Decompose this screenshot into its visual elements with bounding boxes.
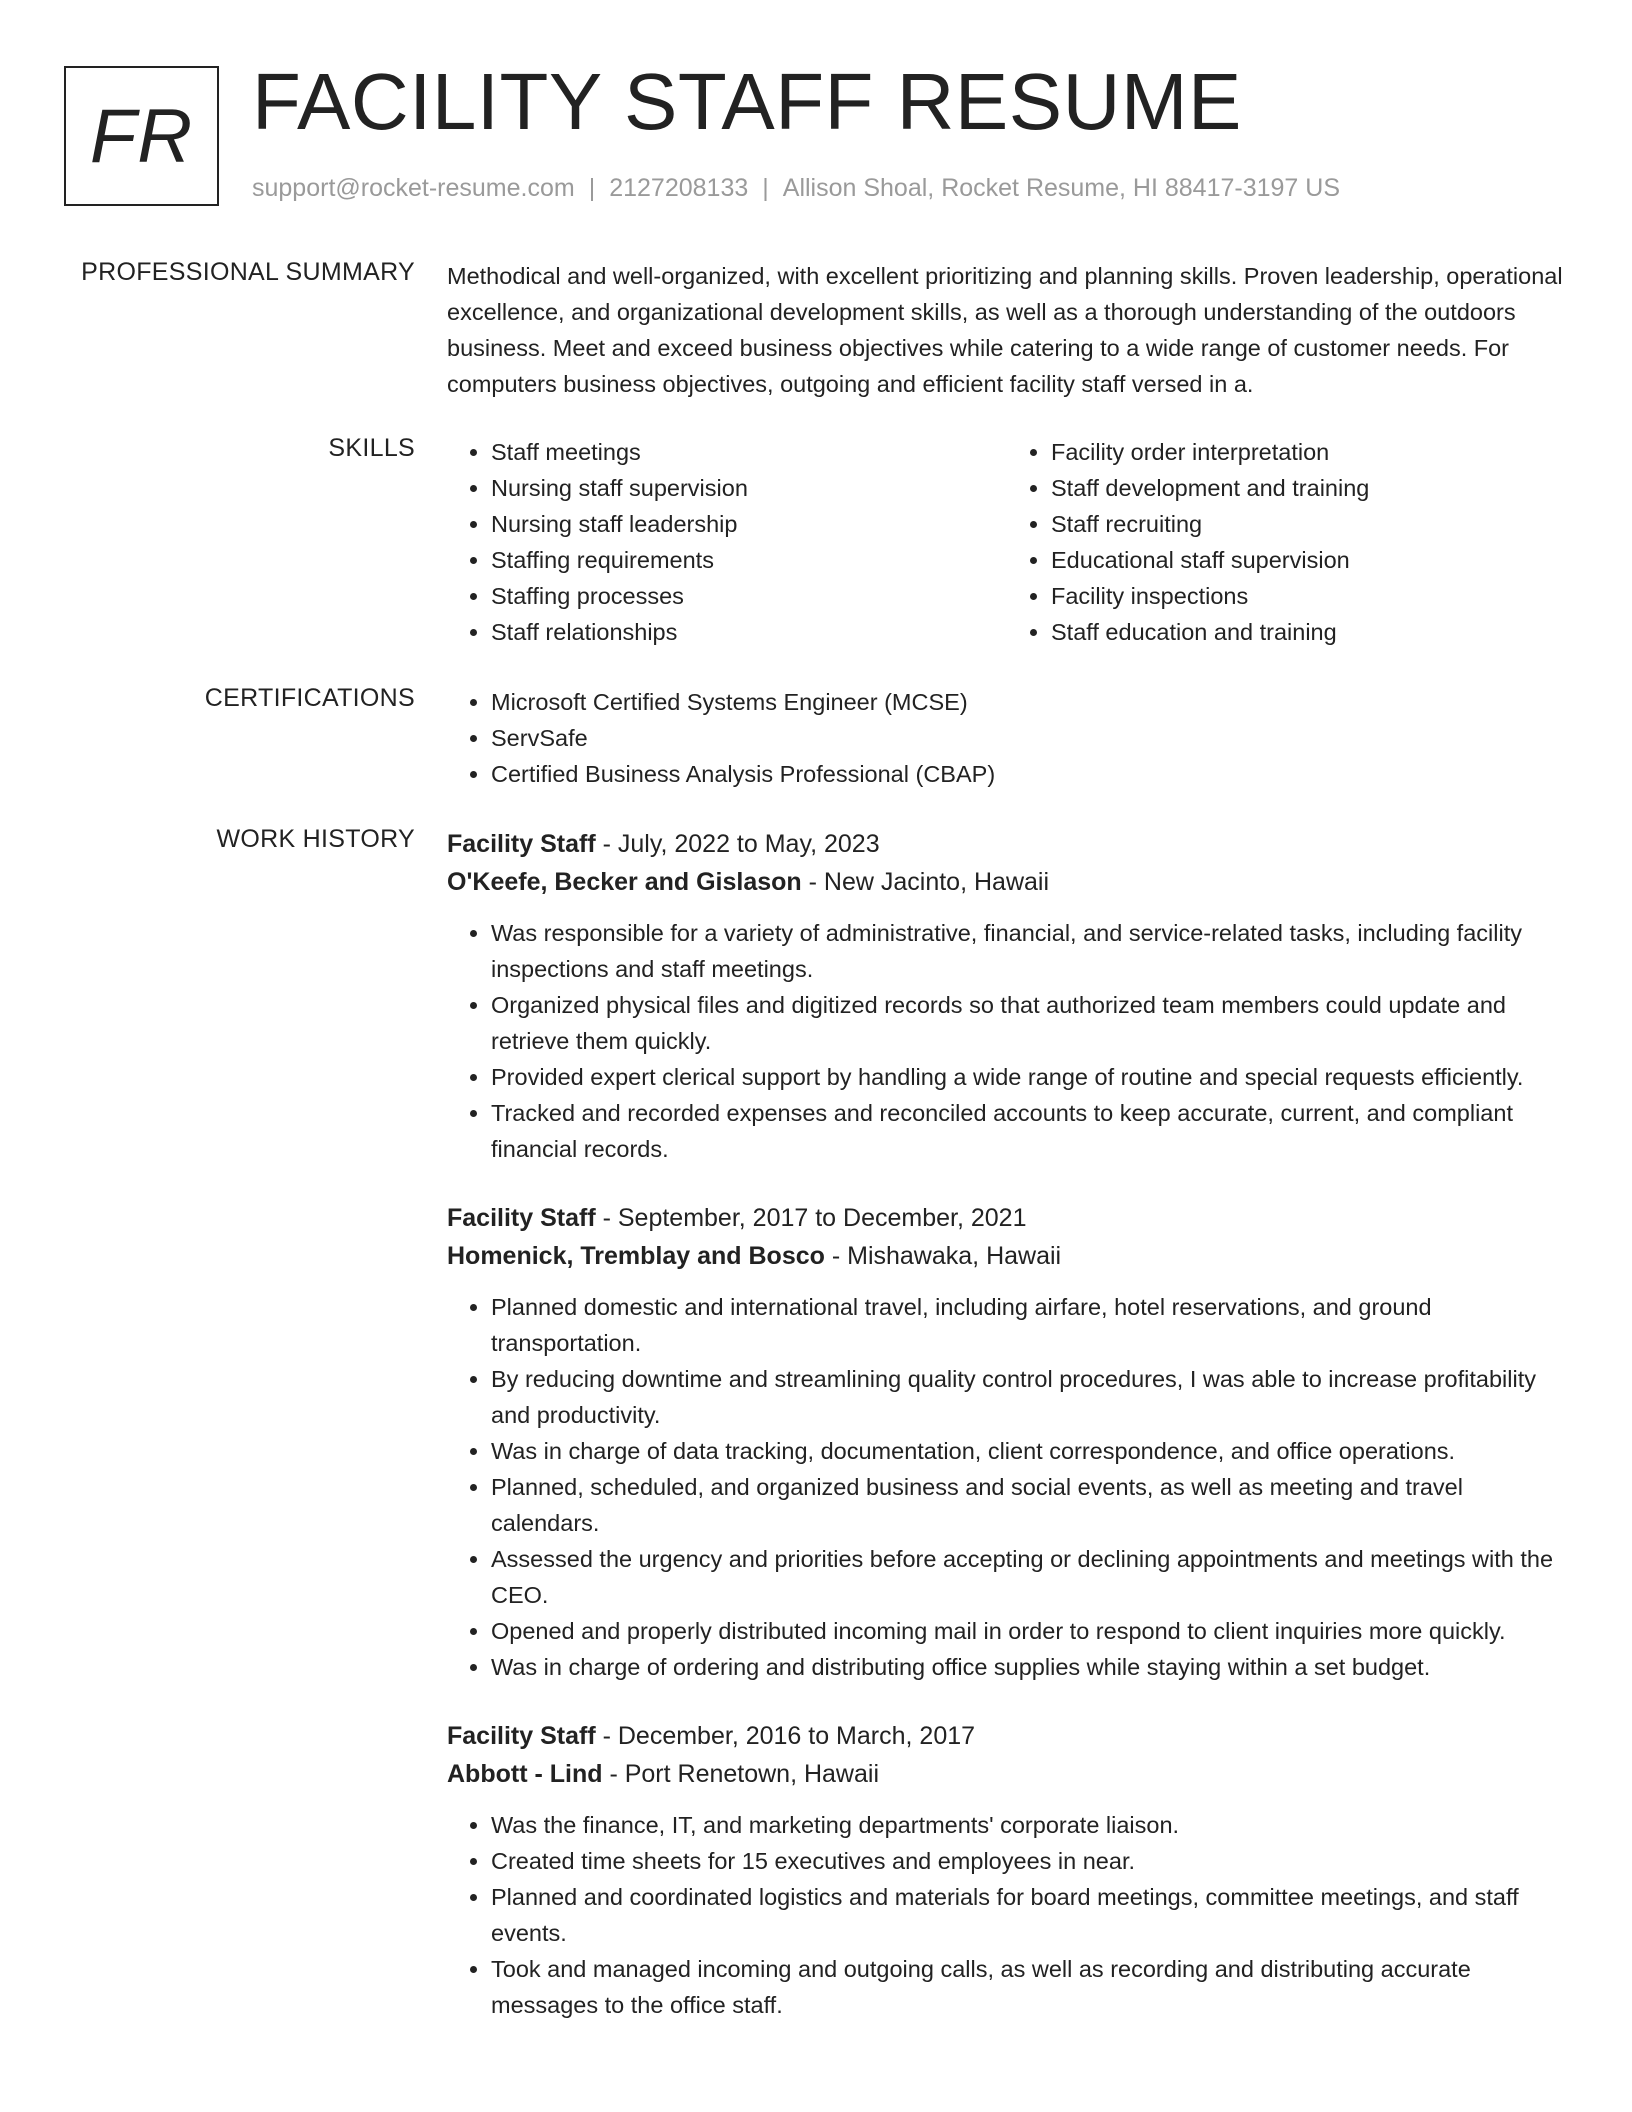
list-item: • Nursing staff leadership	[491, 506, 1007, 542]
list-item: • Assessed the urgency and priorities before accepting or declining appointments and meetings with the CEO.	[491, 1541, 1567, 1613]
list-item: • Provided expert clerical support by handling a wide range of routine and special requests efficiently.	[491, 1059, 1567, 1095]
list-item: • Opened and properly distributed incoming mail in order to respond to client inquiries more quickly.	[491, 1613, 1567, 1649]
job-company-line	[447, 1755, 1567, 1793]
skills-columns	[447, 434, 1567, 650]
list-item: • Staffing requirements	[491, 542, 1007, 578]
skills-label: SKILLS	[328, 434, 415, 462]
list-item: • ServSafe	[491, 720, 1567, 756]
list-item: • Staff meetings	[491, 434, 1007, 470]
list-item: • Facility inspections	[1051, 578, 1567, 614]
job-company: Homenick, Tremblay and Bosco	[447, 1242, 825, 1270]
job-heading	[447, 1717, 1567, 1755]
job-entry	[447, 1199, 1567, 1685]
monogram: FR	[64, 66, 219, 206]
job-bullets	[447, 915, 1567, 1167]
job-company-line	[447, 1237, 1567, 1275]
list-item: • Nursing staff supervision	[491, 470, 1007, 506]
list-item: • Planned domestic and international travel, including airfare, hotel reservations, and ground transportation.	[491, 1289, 1567, 1361]
list-item: • Organized physical files and digitized records so that authorized team members could update and retrieve them quickly.	[491, 987, 1567, 1059]
job-company: Abbott - Lind	[447, 1760, 603, 1788]
job-title: Facility Staff	[447, 1722, 596, 1750]
skills-left-list	[447, 434, 1007, 650]
job-entry	[447, 825, 1567, 1167]
job-title: Facility Staff	[447, 830, 596, 858]
list-item: • Educational staff supervision	[1051, 542, 1567, 578]
job-location: - Port Renetown, Hawaii	[602, 1760, 880, 1788]
list-item: • Staffing processes	[491, 578, 1007, 614]
job-heading	[447, 1199, 1567, 1237]
list-item: • Was in charge of data tracking, documentation, client correspondence, and office operations.	[491, 1433, 1567, 1469]
job-entry	[447, 1717, 1567, 2023]
job-company: O'Keefe, Becker and Gislason	[447, 868, 802, 896]
contact-line	[252, 174, 1340, 203]
list-item: • By reducing downtime and streamlining quality control procedures, I was able to increase profitability and productivity.	[491, 1361, 1567, 1433]
certifications-list	[447, 684, 1567, 792]
job-bullets	[447, 1289, 1567, 1685]
work-body	[447, 825, 1567, 2023]
list-item: • Was responsible for a variety of administrative, financial, and service-related tasks, including facility inspections and staff meetings.	[491, 915, 1567, 987]
job-title: Facility Staff	[447, 1204, 596, 1232]
list-item: • Planned, scheduled, and organized business and social events, as well as meeting and travel calendars.	[491, 1469, 1567, 1541]
job-dates: - December, 2016 to March, 2017	[595, 1722, 976, 1750]
list-item: • Facility order interpretation	[1051, 434, 1567, 470]
list-item: • Took and managed incoming and outgoing calls, as well as recording and distributing accurate messages to the office staff.	[491, 1951, 1567, 2023]
summary-text: Methodical and well-organized, with excellent prioritizing and planning skills. Proven leadership, operational excellence, and organizational development skills, as well as a thorough understanding of the outdoors business. Meet and exceed business objectives while catering to a wide range of customer needs. For computers business objectives, outgoing and efficient facility staff versed in a.	[447, 263, 1563, 397]
list-item: • Tracked and recorded expenses and reconciled accounts to keep accurate, current, and compliant financial records.	[491, 1095, 1567, 1167]
job-company-line	[447, 863, 1567, 901]
list-item: • Planned and coordinated logistics and materials for board meetings, committee meetings, and staff events.	[491, 1879, 1567, 1951]
summary-label: PROFESSIONAL SUMMARY	[81, 258, 415, 286]
list-item: • Staff recruiting	[1051, 506, 1567, 542]
job-dates: - July, 2022 to May, 2023	[595, 830, 880, 858]
job-location: - Mishawaka, Hawaii	[824, 1242, 1062, 1270]
contact-phone: 2127208133	[609, 174, 749, 202]
skills-right-list	[1007, 434, 1567, 650]
list-item: • Microsoft Certified Systems Engineer (MCSE)	[491, 684, 1567, 720]
list-item: • Staff education and training	[1051, 614, 1567, 650]
certifications-label: CERTIFICATIONS	[204, 684, 415, 712]
work-label: WORK HISTORY	[216, 825, 415, 853]
job-location: - New Jacinto, Hawaii	[801, 868, 1050, 896]
job-heading	[447, 825, 1567, 863]
certifications-body	[447, 684, 1567, 792]
list-item: • Staff development and training	[1051, 470, 1567, 506]
contact-address: Allison Shoal, Rocket Resume, HI 88417-3197 US	[782, 174, 1341, 202]
list-item: • Was in charge of ordering and distributing office supplies while staying within a set budget.	[491, 1649, 1567, 1685]
job-dates: - September, 2017 to December, 2021	[595, 1204, 1027, 1232]
list-item: • Certified Business Analysis Professional (CBAP)	[491, 756, 1567, 792]
resume-title: FACILITY STAFF RESUME	[252, 57, 1242, 146]
list-item: • Was the finance, IT, and marketing departments' corporate liaison.	[491, 1807, 1567, 1843]
contact-email: support@rocket-resume.com	[252, 174, 575, 202]
contact-separator: |	[762, 174, 769, 202]
list-item: • Created time sheets for 15 executives and employees in near.	[491, 1843, 1567, 1879]
job-bullets	[447, 1807, 1567, 2023]
list-item: • Staff relationships	[491, 614, 1007, 650]
contact-separator: |	[588, 174, 596, 202]
